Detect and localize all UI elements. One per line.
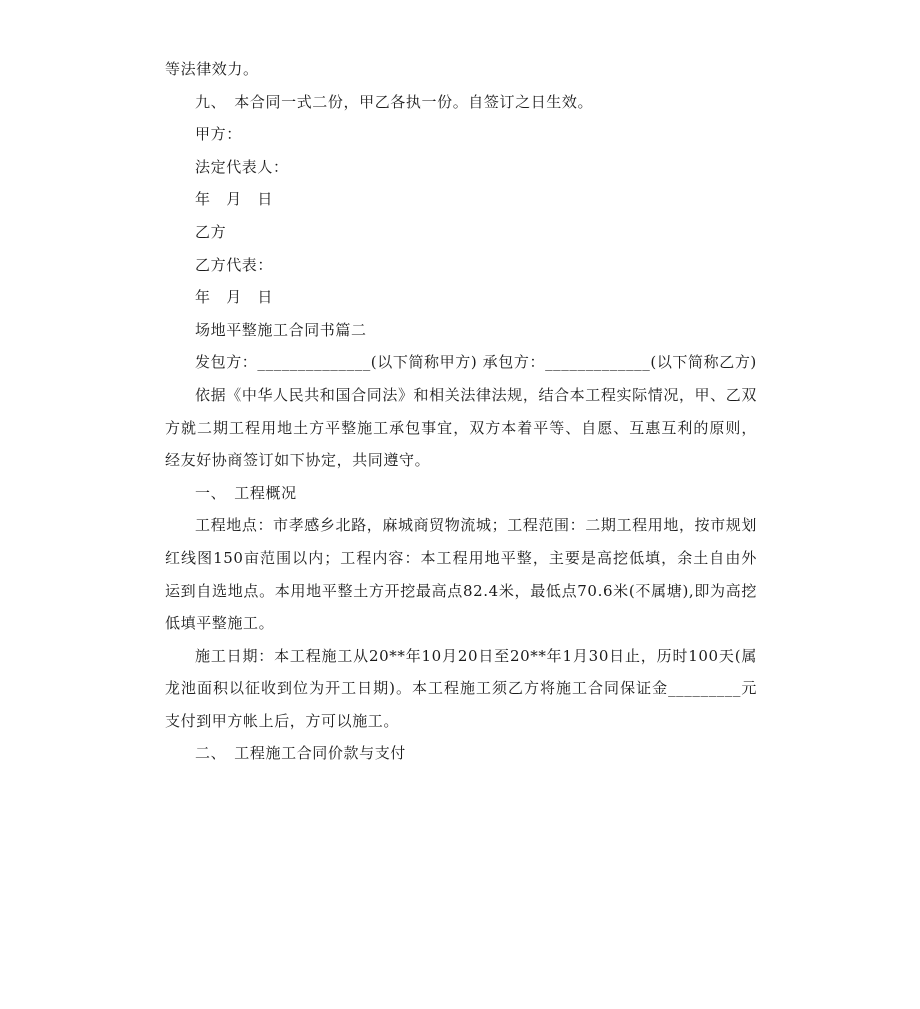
party-b-label: 乙方 — [195, 222, 227, 241]
date-line-b: 年 月 日 — [195, 288, 274, 307]
document-body — [165, 53, 757, 770]
section-title: 场地平整施工合同书篇二 — [195, 320, 367, 339]
heading-project-overview: 一、 工程概况 — [195, 483, 297, 502]
preamble-paragraph: 依据《中华人民共和国合同法》和相关法律法规，结合本工程实际情况，甲、乙双方就二期工程用地土方平整施工承包事宜，双方本着平等、自愿、互惠互利的原则，经友好协商签订如下协定，共同遵守。 — [165, 385, 757, 470]
project-location-paragraph: 工程地点：市孝感乡北路，麻城商贸物流城；工程范围：二期工程用地，按市规划红线图150亩范围以内；工程内容：本工程用地平整，主要是高挖低填，余土自由外运到自选地点。本用地平整土方开挖最高点82.4米，最低点70.6米(不属塘),即为高挖低填平整施工。 — [165, 516, 757, 633]
parties-line: 发包方：______________(以下简称甲方) 承包方：_____________(以下简称乙方) — [195, 353, 757, 372]
construction-date-paragraph: 施工日期：本工程施工从20**年10月20日至20**年1月30日止，历时100天(属龙池面积以征收到位为开工日期)。本工程施工须乙方将施工合同保证金_________元支付到甲方帐上后，方可以施工。 — [165, 646, 757, 730]
legal-representative-label: 法定代表人： — [195, 157, 289, 176]
heading-contract-price: 二、 工程施工合同价款与支付 — [195, 744, 406, 763]
party-a-label: 甲方： — [195, 125, 242, 144]
date-line-a: 年 月 日 — [195, 190, 274, 209]
party-b-representative-label: 乙方代表： — [195, 255, 274, 274]
clause-nine: 九、 本合同一式二份，甲乙各执一份。自签订之日生效。 — [195, 92, 594, 111]
paragraph-continuation: 等法律效力。 — [165, 60, 259, 78]
